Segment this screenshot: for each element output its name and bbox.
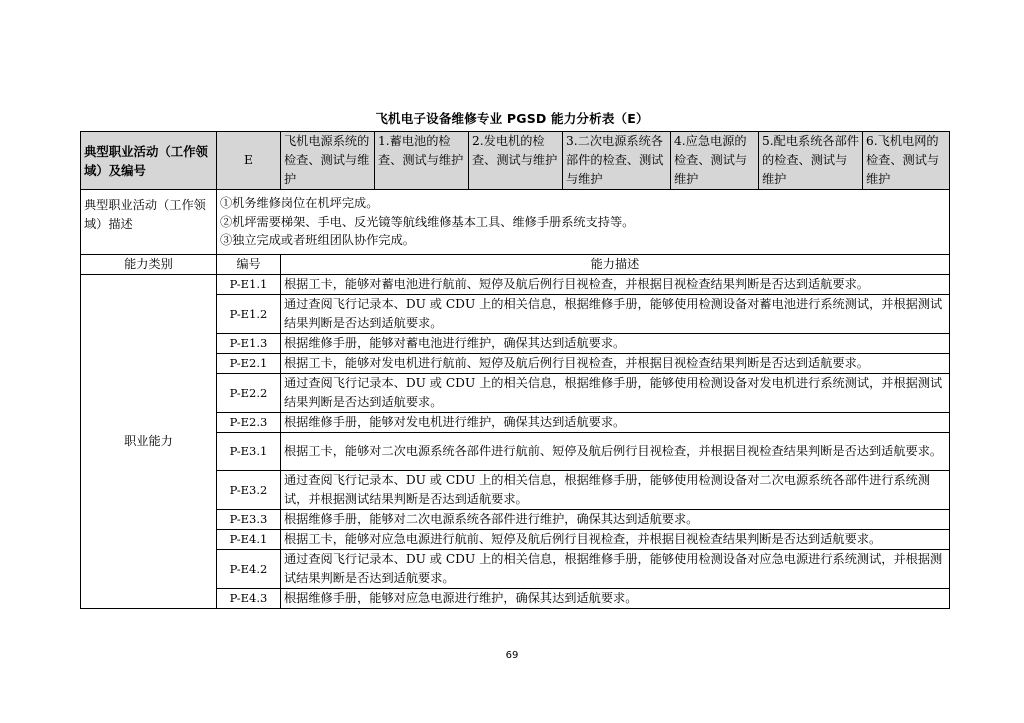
capability-description: 根据维修手册，能够对二次电源系统各部件进行维护，确保其达到适航要求。 (281, 510, 950, 530)
capability-code: P-E1.2 (217, 295, 281, 334)
capability-description: 根据维修手册，能够对蓄电池进行维护，确保其达到适航要求。 (281, 334, 950, 354)
description-body (217, 190, 950, 255)
description-column-header: 能力描述 (281, 255, 950, 275)
area-cell: 1.蓄电池的检查、测试与维护 (375, 132, 469, 190)
capability-code: P-E3.2 (217, 471, 281, 510)
capability-description: 通过查阅飞行记录本、DU 或 CDU 上的相关信息，根据维修手册，能够使用检测设备对应急电源进行系统测试，并根据测试结果判断是否达到适航要求。 (281, 550, 950, 589)
capability-code: P-E2.3 (217, 413, 281, 433)
area-cell: 3.二次电源系统各部件的检查、测试与维护 (563, 132, 671, 190)
area-cell: 飞机电源系统的检查、测试与维护 (281, 132, 375, 190)
capability-description: 通过查阅飞行记录本、DU 或 CDU 上的相关信息，根据维修手册，能够使用检测设备对发电机进行系统测试，并根据测试结果判断是否达到适航要求。 (281, 374, 950, 413)
capability-code: P-E4.3 (217, 589, 281, 609)
header-row (81, 132, 950, 190)
description-label: 典型职业活动（工作领域）描述 (81, 190, 217, 255)
capability-table (80, 131, 950, 609)
capability-code: P-E2.2 (217, 374, 281, 413)
capability-description: 通过查阅飞行记录本、DU 或 CDU 上的相关信息，根据维修手册，能够使用检测设备对二次电源系统各部件进行系统测试，并根据测试结果判断是否达到适航要求。 (281, 471, 950, 510)
area-cell: 4.应急电源的检查、测试与维护 (671, 132, 759, 190)
area-cell: 2.发电机的检查、测试与维护 (469, 132, 563, 190)
table-row (81, 275, 950, 295)
capability-code: P-E4.1 (217, 530, 281, 550)
category-cell: 职业能力 (81, 275, 217, 609)
column-header-row (81, 255, 950, 275)
area-cell: 5.配电系统各部件的检查、测试与维护 (759, 132, 863, 190)
description-line: ③独立完成或者班组团队协作完成。 (220, 233, 415, 248)
capability-code: P-E3.1 (217, 433, 281, 471)
area-cell: 6.飞机电网的检查、测试与维护 (863, 132, 950, 190)
capability-description: 通过查阅飞行记录本、DU 或 CDU 上的相关信息，根据维修手册，能够使用检测设备对蓄电池进行系统测试，并根据测试结果判断是否达到适航要求。 (281, 295, 950, 334)
capability-code: P-E1.1 (217, 275, 281, 295)
capability-description: 根据维修手册，能够对发电机进行维护，确保其达到适航要求。 (281, 413, 950, 433)
code-column-header: 编号 (217, 255, 281, 275)
capability-code: P-E2.1 (217, 354, 281, 374)
capability-description: 根据工卡，能够对二次电源系统各部件进行航前、短停及航后例行目视检查，并根据目视检查结果判断是否达到适航要求。 (281, 433, 950, 471)
capability-description: 根据工卡，能够对发电机进行航前、短停及航后例行目视检查，并根据目视检查结果判断是否达到适航要求。 (281, 354, 950, 374)
capability-code: P-E3.3 (217, 510, 281, 530)
activity-code: E (217, 132, 281, 190)
category-column-header: 能力类别 (81, 255, 217, 275)
capability-code: P-E4.2 (217, 550, 281, 589)
capability-code: P-E1.3 (217, 334, 281, 354)
document-title: 飞机电子设备维修专业 PGSD 能力分析表（E） (375, 111, 649, 126)
capability-description: 根据工卡，能够对应急电源进行航前、短停及航后例行目视检查，并根据目视检查结果判断是否达到适航要求。 (281, 530, 950, 550)
capability-description: 根据工卡，能够对蓄电池进行航前、短停及航后例行目视检查，并根据目视检查结果判断是否达到适航要求。 (281, 275, 950, 295)
description-line: ①机务维修岗位在机坪完成。 (220, 195, 379, 210)
page-number: 69 (505, 650, 519, 661)
activity-label: 典型职业活动（工作领域）及编号 (81, 132, 217, 190)
capability-description: 根据维修手册，能够对应急电源进行维护，确保其达到适航要求。 (281, 589, 950, 609)
description-row (81, 190, 950, 255)
description-line: ②机坪需要梯架、手电、反光镜等航线维修基本工具、维修手册系统支持等。 (220, 214, 635, 229)
